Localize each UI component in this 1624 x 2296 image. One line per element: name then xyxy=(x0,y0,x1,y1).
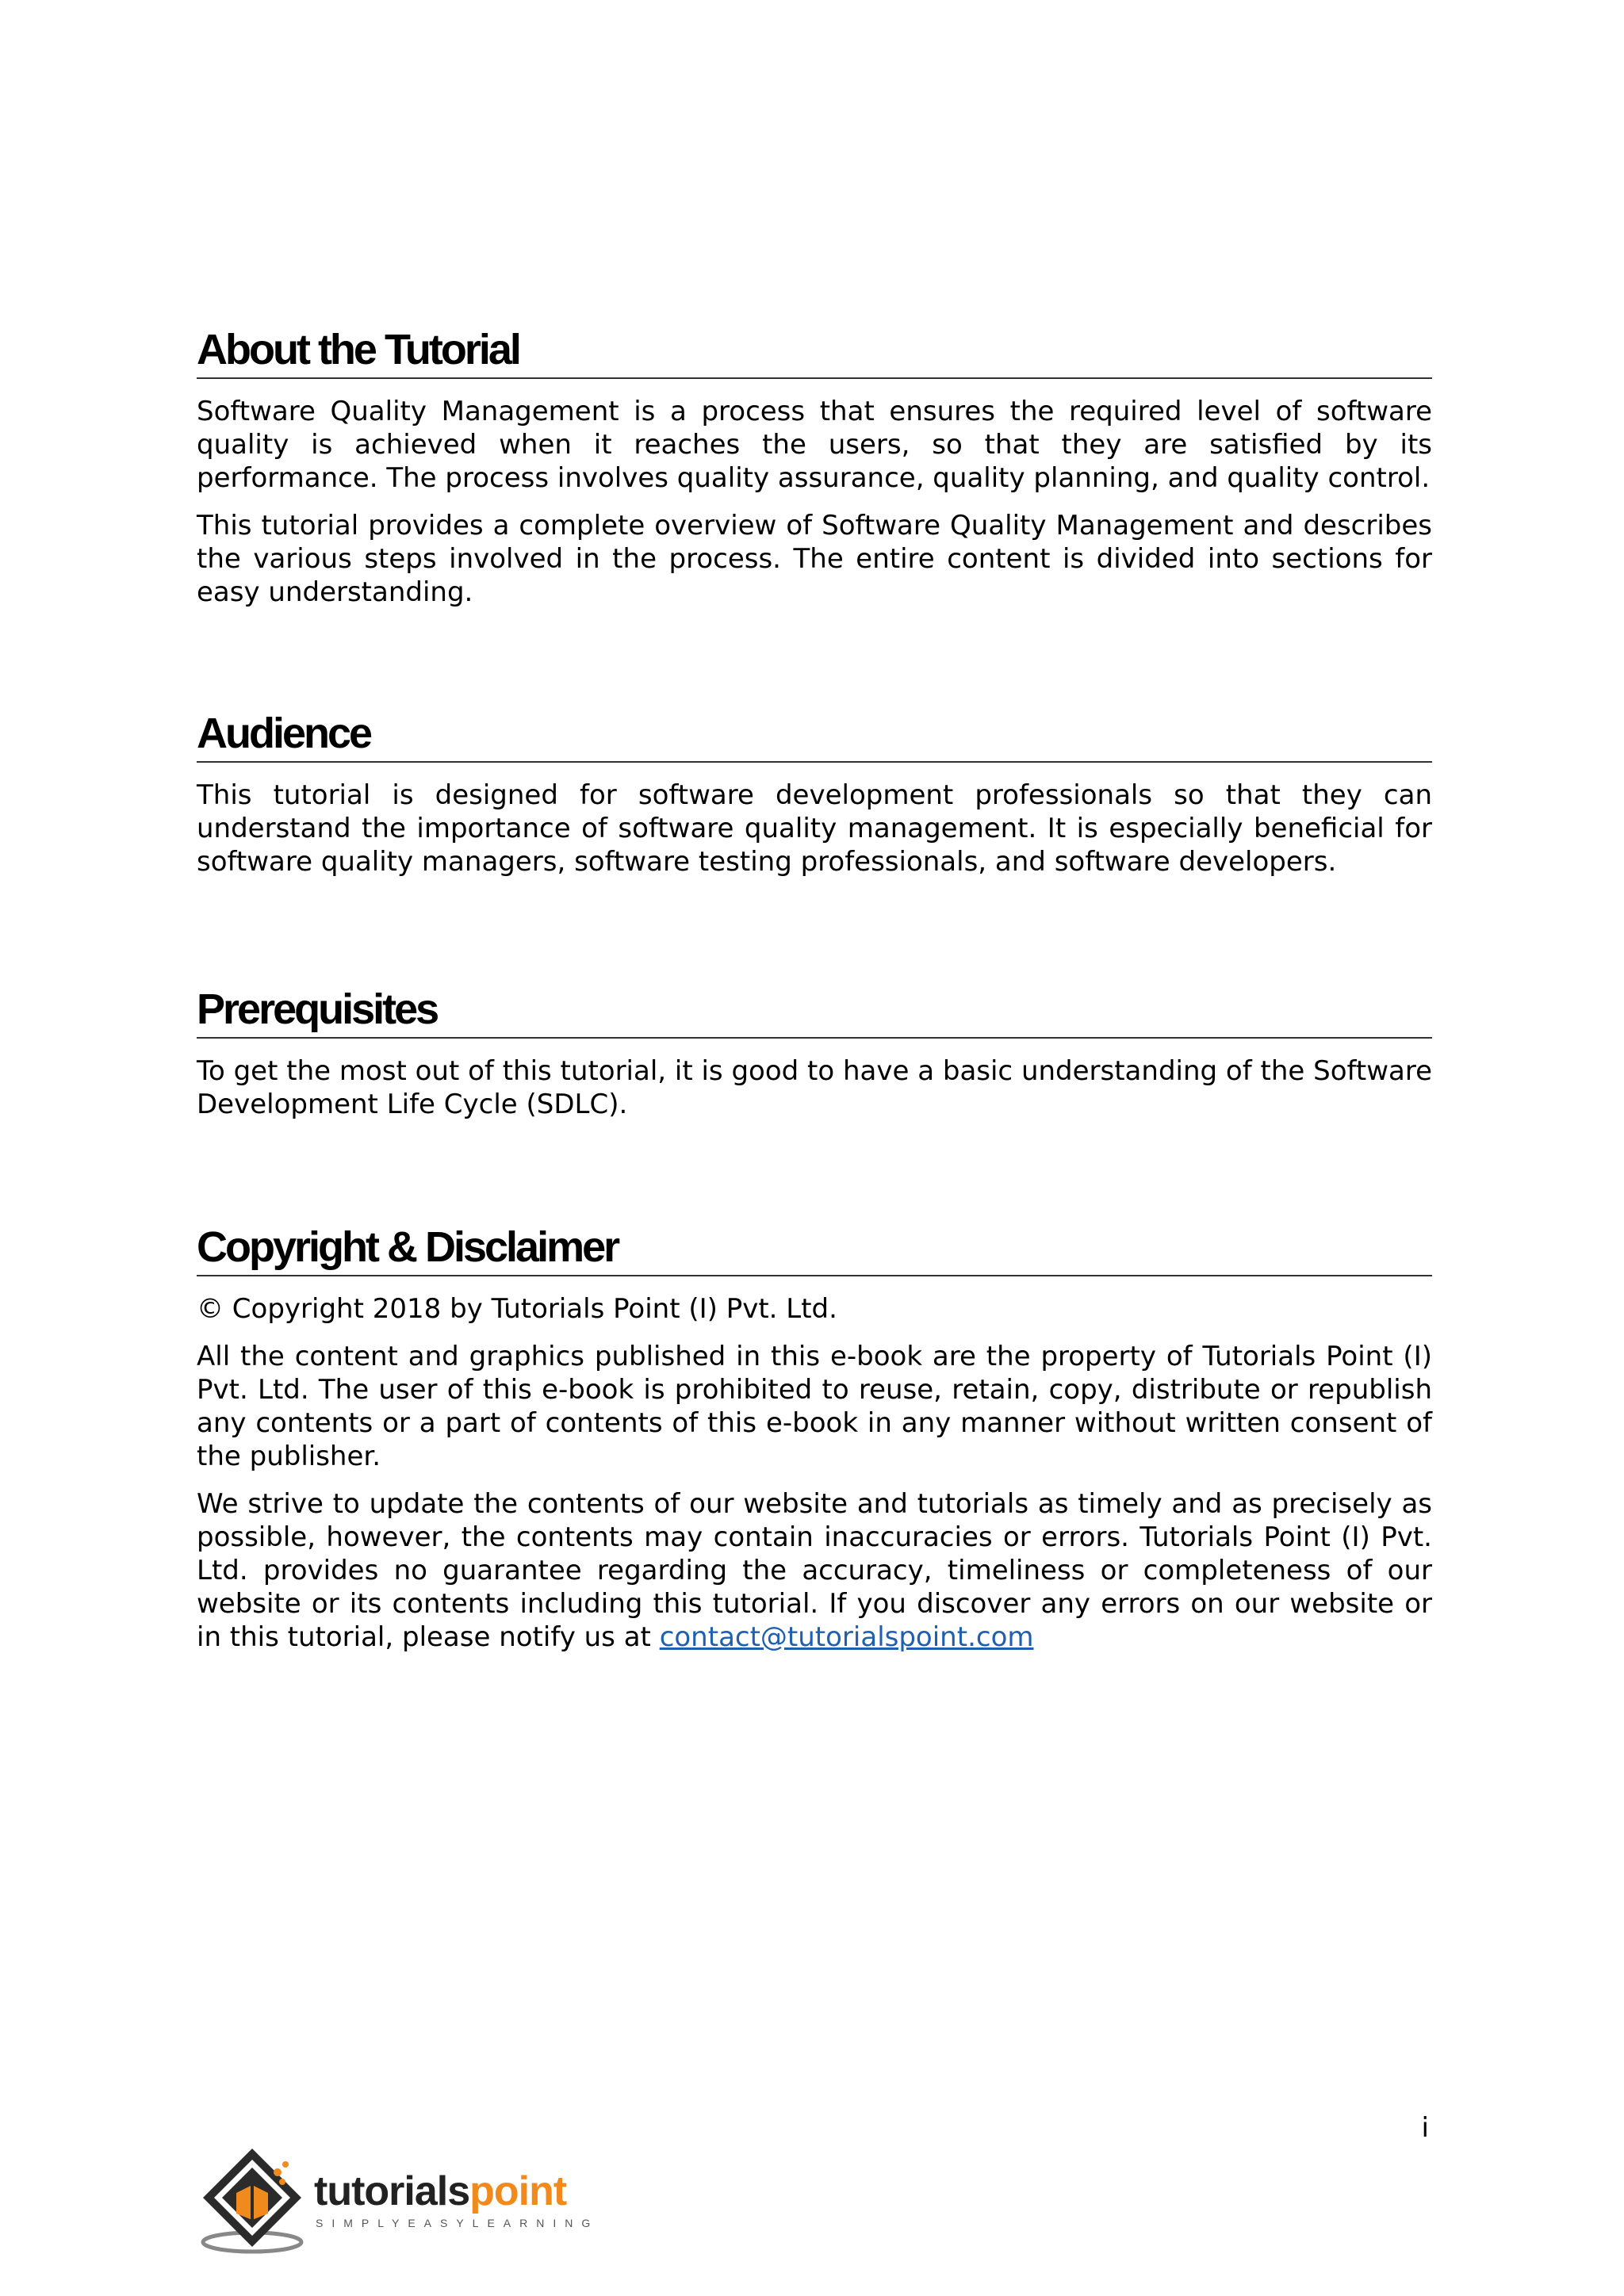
tutorialspoint-logo xyxy=(195,2141,607,2260)
page-content xyxy=(197,323,1432,1654)
about-paragraph-1: Software Quality Management is a process that ensures the required level of software quality is achieved when it reaches the users, so that they are satisfied by its performance. The process involves quality assurance, quality planning, and quality control. xyxy=(197,396,1432,494)
copyright-paragraph-2 xyxy=(197,1487,1432,1654)
page-number: i xyxy=(1421,2112,1429,2144)
copyright-paragraph-1: All the content and graphics published in this e-book are the property of Tutorials Point (I) Pvt. Ltd. The user of this e-book is prohibited to reuse, retain, copy, distribute or republish any contents or a part of contents of this e-book in any manner without written consent of the publisher. xyxy=(197,1341,1432,1472)
heading-about: About the Tutorial xyxy=(197,323,1432,379)
audience-paragraph: This tutorial is designed for software development professionals so that they can understand the importance of software quality management. It is especially beneficial for software quality managers, software testing professionals, and software developers. xyxy=(197,779,1432,878)
logo-diamond-icon xyxy=(195,2141,314,2260)
logo-tagline: SIMPLYEASYLEARNING xyxy=(316,2217,599,2229)
contact-email-link[interactable]: contact@tutorialspoint.com xyxy=(659,1621,1034,1653)
section-prerequisites xyxy=(197,983,1432,1121)
copyright-paragraph-2-text: We strive to update the contents of our website and tutorials as timely and as precisely as possible, however, the contents may contain inaccuracies or errors. Tutorials Point (I) Pvt. Ltd. provides no guarantee regarding the accuracy, timeliness or completeness of our website or its contents including this tutorial. If you discover any errors on our website or in this tutorial, please notify us at xyxy=(197,1488,1432,1653)
about-paragraph-2: This tutorial provides a complete overview of Software Quality Management and describes the various steps involved in the process. The entire content is divided into sections for easy understanding. xyxy=(197,510,1432,608)
section-copyright xyxy=(197,1221,1432,1654)
prerequisites-paragraph: To get the most out of this tutorial, it is good to have a basic understanding of the Software Development Life Cycle (SDLC). xyxy=(197,1055,1432,1120)
section-about xyxy=(197,323,1432,609)
logo-wordmark-dark: tutorials xyxy=(314,2168,470,2214)
logo-wordmark xyxy=(314,2169,566,2214)
section-audience xyxy=(197,707,1432,878)
logo-wordmark-orange: point xyxy=(469,2168,567,2214)
heading-prerequisites: Prerequisites xyxy=(197,983,1432,1039)
heading-audience: Audience xyxy=(197,707,1432,763)
heading-copyright: Copyright & Disclaimer xyxy=(197,1221,1432,1276)
copyright-line: © Copyright 2018 by Tutorials Point (I) Pvt. Ltd. xyxy=(197,1293,837,1325)
